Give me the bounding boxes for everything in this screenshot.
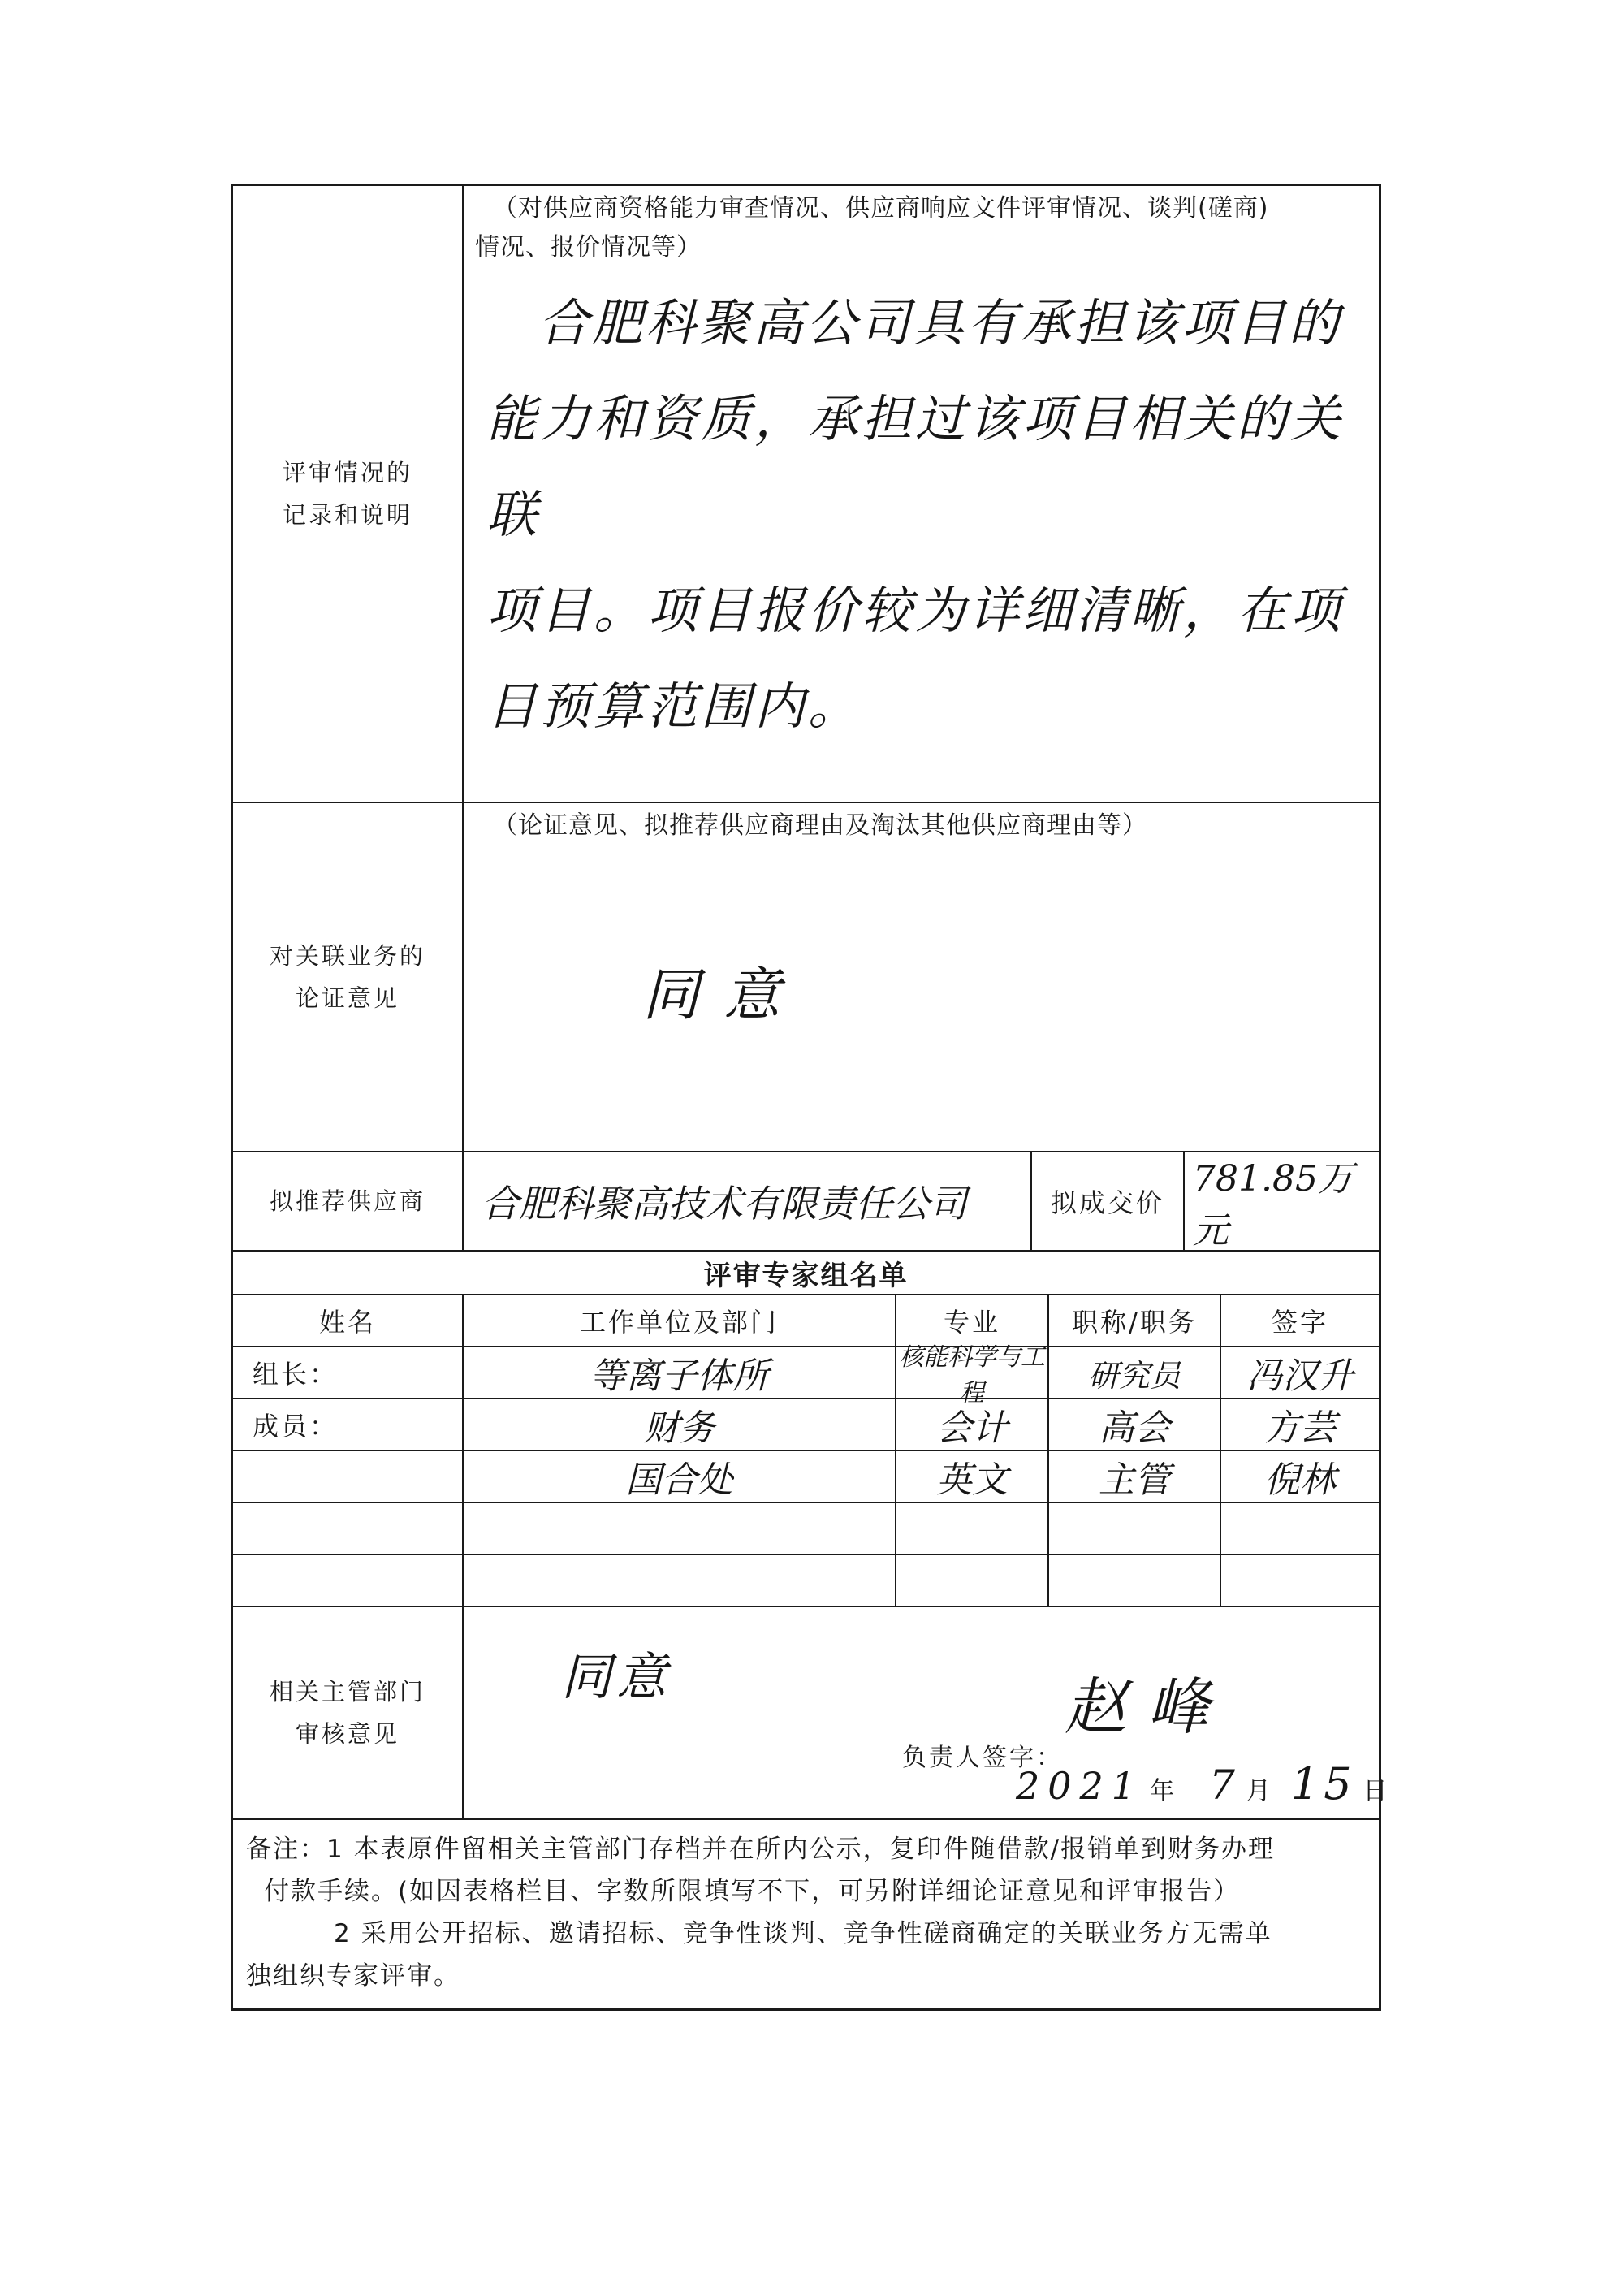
review-record-row xyxy=(233,186,1379,803)
expert-header-row xyxy=(233,1295,1379,1347)
review-handwritten-line: 能力和资质，承担过该项目相关的关联 xyxy=(486,389,1345,544)
review-hint xyxy=(464,186,1379,267)
dept-head-signature: 赵峰 xyxy=(1065,1671,1230,1743)
argument-label-line1: 对关联业务的 xyxy=(269,942,425,970)
note-line: 2 采用公开招标、邀请招标、竞争性谈判、竞争性磋商确定的关联业务方无需单 xyxy=(334,1919,1272,1948)
expert-role xyxy=(233,1451,464,1502)
argument-label-line2: 论证意见 xyxy=(295,984,400,1012)
argument-handwritten-opinion: 同意 xyxy=(642,962,805,1028)
expert-row xyxy=(233,1343,1379,1407)
price-label: 拟成交价 xyxy=(1032,1152,1185,1250)
date-year: 2021 xyxy=(1016,1764,1144,1808)
expert-row xyxy=(233,1503,1379,1555)
note-row xyxy=(233,1820,1379,2008)
expert-major xyxy=(896,1555,1049,1606)
review-label-line2: 记录和说明 xyxy=(282,501,412,529)
review-label-line1: 评审情况的 xyxy=(282,459,412,486)
header-title: 职称/职务 xyxy=(1049,1295,1221,1346)
expert-unit: 财务 xyxy=(464,1399,896,1450)
argument-content xyxy=(464,803,1379,1151)
date-month: 7 xyxy=(1209,1762,1235,1809)
expert-signature: 倪林 xyxy=(1264,1459,1336,1501)
expert-major: 核能科学与工程 xyxy=(896,1347,1049,1398)
expert-unit: 国合处 xyxy=(464,1451,896,1502)
header-name: 姓名 xyxy=(233,1295,464,1346)
review-handwritten-line: 合肥科聚高公司具有承担该项目的 xyxy=(538,293,1343,352)
signer-label: 负责人签字： xyxy=(902,1744,1063,1772)
note-text xyxy=(233,1820,1288,2008)
date-month-unit: 月 xyxy=(1246,1777,1273,1805)
header-unit: 工作单位及部门 xyxy=(464,1295,896,1346)
review-record-content xyxy=(464,186,1379,802)
expert-title: 高会 xyxy=(1049,1399,1221,1450)
expert-row xyxy=(233,1399,1379,1451)
review-handwritten-line: 项目。项目报价较为详细清晰，在项 xyxy=(486,581,1345,640)
expert-role: 组长： xyxy=(233,1347,464,1398)
argument-hint: （论证意见、拟推荐供应商理由及淘汰其他供应商理由等） xyxy=(493,811,1147,840)
header-major: 专业 xyxy=(896,1295,1049,1346)
note-line: 独组织专家评审。 xyxy=(246,1961,460,1991)
dept-handwritten-opinion: 同意 xyxy=(561,1647,672,1706)
expert-unit xyxy=(464,1503,896,1554)
price-value: 781.85万元 xyxy=(1193,1158,1354,1252)
dept-label-line1: 相关主管部门 xyxy=(269,1678,425,1706)
review-form xyxy=(231,184,1390,2011)
expert-title xyxy=(1049,1503,1221,1554)
expert-role xyxy=(233,1503,464,1554)
expert-row xyxy=(233,1555,1379,1607)
expert-title xyxy=(1049,1555,1221,1606)
expert-unit xyxy=(464,1555,896,1606)
price-value-cell xyxy=(1185,1152,1379,1250)
expert-panel-title: 评审专家组名单 xyxy=(233,1252,1379,1295)
date-day: 15 xyxy=(1290,1758,1357,1809)
supplier-name: 合肥科聚高技术有限责任公司 xyxy=(482,1182,967,1226)
dept-opinion-content xyxy=(464,1607,1390,1818)
expert-unit: 等离子体所 xyxy=(464,1347,896,1398)
supplier-row xyxy=(233,1152,1379,1252)
expert-role: 成员： xyxy=(233,1399,464,1450)
expert-title: 研究员 xyxy=(1049,1347,1221,1398)
note-line: 备注：1 本表原件留相关主管部门存档并在所内公示，复印件随借款/报销单到财务办理 xyxy=(246,1835,1276,1864)
expert-row xyxy=(233,1451,1379,1503)
expert-major: 会计 xyxy=(896,1399,1049,1450)
header-signature: 签字 xyxy=(1271,1307,1328,1338)
argument-row xyxy=(233,803,1379,1152)
expert-major xyxy=(896,1503,1049,1554)
review-handwritten-text xyxy=(464,267,1379,754)
note-line: 付款手续。(如因表格栏目、字数所限填写不下，可另附详细论证意见和评审报告） xyxy=(264,1877,1241,1906)
expert-role xyxy=(233,1555,464,1606)
supplier-name-cell xyxy=(464,1152,1032,1250)
supplier-label: 拟推荐供应商 xyxy=(233,1152,464,1250)
sign-date xyxy=(1016,1758,1390,1809)
review-hint-line1: （对供应商资格能力审查情况、供应商响应文件评审情况、谈判(磋商) xyxy=(493,194,1269,223)
review-hint-line2: 情况、报价情况等） xyxy=(475,233,702,262)
argument-label xyxy=(233,803,464,1151)
review-handwritten-line: 目预算范围内。 xyxy=(486,677,862,736)
date-year-unit: 年 xyxy=(1150,1777,1177,1805)
expert-signature xyxy=(1221,1555,1379,1606)
dept-opinion-label xyxy=(233,1607,464,1818)
dept-label-line2: 审核意见 xyxy=(295,1720,400,1748)
dept-opinion-row xyxy=(233,1607,1390,1820)
review-record-label xyxy=(233,186,464,802)
date-day-unit: 日 xyxy=(1363,1777,1390,1805)
expert-signature xyxy=(1221,1503,1379,1554)
expert-signature: 方芸 xyxy=(1264,1407,1336,1449)
expert-title: 主管 xyxy=(1049,1451,1221,1502)
expert-major: 英文 xyxy=(896,1451,1049,1502)
expert-signature: 冯汉升 xyxy=(1246,1355,1354,1397)
